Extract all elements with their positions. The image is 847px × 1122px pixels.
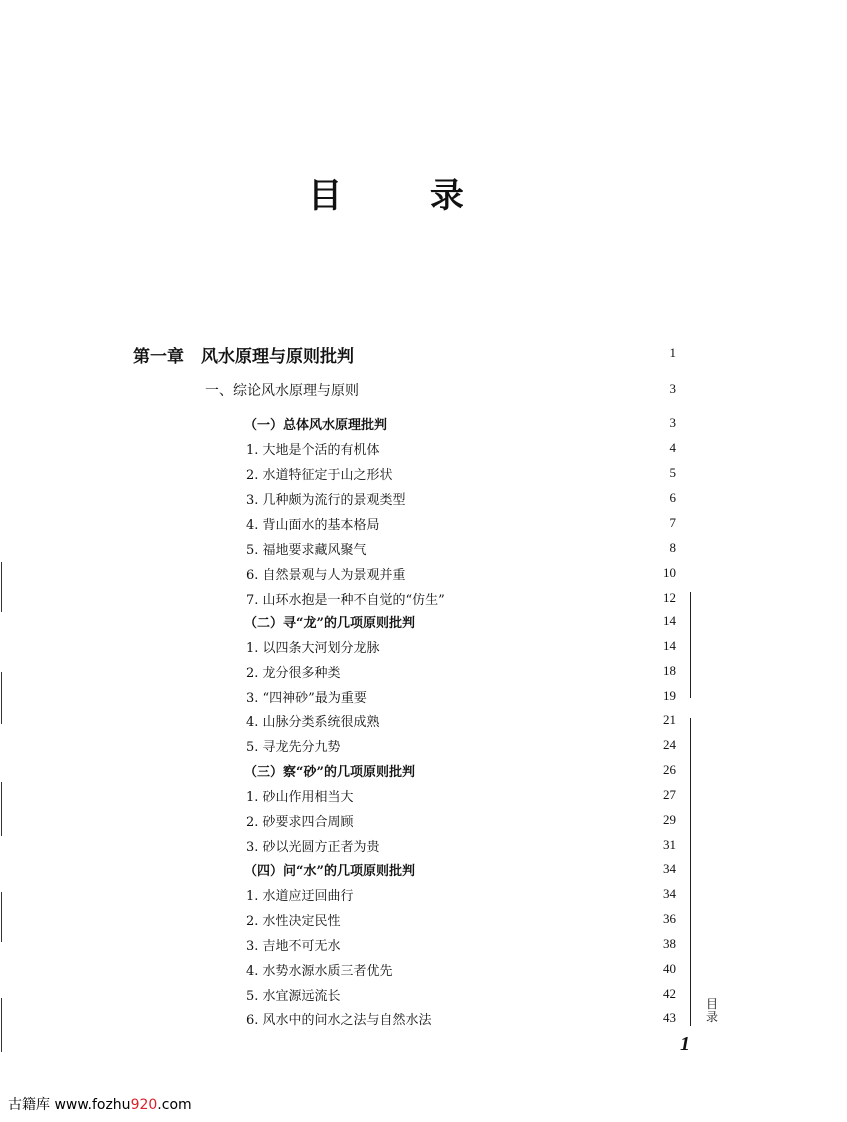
toc-item-title: 2. 砂要求四合周顾 xyxy=(246,815,354,830)
side-rule-upper xyxy=(690,592,691,698)
toc-item-title: 7. 山环水抱是一种不自觉的“仿生” xyxy=(246,593,445,608)
toc-sub-title: （一）总体风水原理批判 xyxy=(244,418,388,433)
toc-sub-title: （四）问“水”的几项原则批判 xyxy=(244,864,415,879)
toc-page-number: 26 xyxy=(663,762,676,777)
toc-page-number: 27 xyxy=(663,787,676,802)
toc-page-number: 36 xyxy=(663,911,676,926)
toc-page-number: 24 xyxy=(663,737,676,752)
toc-page-number: 1 xyxy=(669,345,676,360)
toc-item-title: 6. 自然景观与人为景观并重 xyxy=(246,568,406,583)
toc-item-title: 1. 水道应迂回曲行 xyxy=(246,889,354,904)
toc-page-number: 21 xyxy=(663,712,676,727)
toc-item-title: 2. 龙分很多种类 xyxy=(246,666,341,681)
watermark-number: 920 xyxy=(130,1097,158,1113)
scan-mark xyxy=(1,892,2,942)
toc-page-number: 4 xyxy=(669,440,676,455)
toc-item-title: 3. 几种颇为流行的景观类型 xyxy=(246,493,406,508)
toc-item-title: 5. 寻龙先分九势 xyxy=(246,740,341,755)
toc-item-title: 1. 砂山作用相当大 xyxy=(246,790,354,805)
toc-page-number: 40 xyxy=(663,961,676,976)
toc-item-title: 3. 吉地不可无水 xyxy=(246,939,341,954)
page-title: 目 录 xyxy=(308,176,502,216)
toc-chapter-title: 第一章 风水原理与原则批判 xyxy=(133,347,354,367)
watermark-suffix: .com xyxy=(157,1097,192,1113)
toc-item-title: 2. 水道特征定于山之形状 xyxy=(246,468,393,483)
toc-item-title: 4. 山脉分类系统很成熟 xyxy=(246,715,380,730)
toc-page-number: 5 xyxy=(669,465,676,480)
watermark xyxy=(8,1094,192,1114)
toc-item-title: 3. “四神砂”最为重要 xyxy=(246,691,367,706)
toc-page-number: 3 xyxy=(669,415,676,430)
scan-mark xyxy=(1,998,2,1052)
toc-page-number: 12 xyxy=(663,590,676,605)
toc-item-title: 3. 砂以光圆方正者为贵 xyxy=(246,840,380,855)
toc-page-number: 29 xyxy=(663,812,676,827)
toc-page-number: 10 xyxy=(663,565,676,580)
toc-page-number: 19 xyxy=(663,688,676,703)
toc-item-title: 4. 水势水源水质三者优先 xyxy=(246,964,393,979)
toc-page-number: 14 xyxy=(663,638,676,653)
toc-page-number: 43 xyxy=(663,1010,676,1025)
toc-item-title: 4. 背山面水的基本格局 xyxy=(246,518,380,533)
toc-page-number: 38 xyxy=(663,936,676,951)
scan-mark xyxy=(1,782,2,836)
toc-item-title: 2. 水性决定民性 xyxy=(246,914,341,929)
page-number: 1 xyxy=(680,1033,690,1055)
toc-page-number: 7 xyxy=(669,515,676,530)
toc-page-number: 34 xyxy=(663,886,676,901)
toc-page-number: 18 xyxy=(663,663,676,678)
toc-item-title: 5. 水宜源远流长 xyxy=(246,989,341,1004)
toc-page-number: 6 xyxy=(669,490,676,505)
toc-item-title: 5. 福地要求藏风聚气 xyxy=(246,543,367,558)
toc-page-number: 34 xyxy=(663,861,676,876)
toc-item-title: 1. 以四条大河划分龙脉 xyxy=(246,641,380,656)
toc-section-title: 一、综论风水原理与原则 xyxy=(205,383,359,399)
toc-page-number: 31 xyxy=(663,837,676,852)
toc-item-title: 6. 风水中的问水之法与自然水法 xyxy=(246,1013,432,1028)
side-rule-lower xyxy=(690,718,691,1026)
toc-sub-title: （二）寻“龙”的几项原则批判 xyxy=(244,616,415,631)
toc-page-number: 8 xyxy=(669,540,676,555)
scan-mark xyxy=(1,562,2,612)
toc-page-number: 14 xyxy=(663,613,676,628)
toc-page-number: 42 xyxy=(663,986,676,1001)
toc-item-title: 1. 大地是个活的有机体 xyxy=(246,443,380,458)
scan-mark xyxy=(1,672,2,724)
watermark-prefix: 古籍库 www.fozhu xyxy=(8,1097,131,1113)
toc-page-number: 3 xyxy=(669,381,676,396)
side-section-label: 目录 xyxy=(705,997,718,1024)
toc-sub-title: （三）察“砂”的几项原则批判 xyxy=(244,765,415,780)
